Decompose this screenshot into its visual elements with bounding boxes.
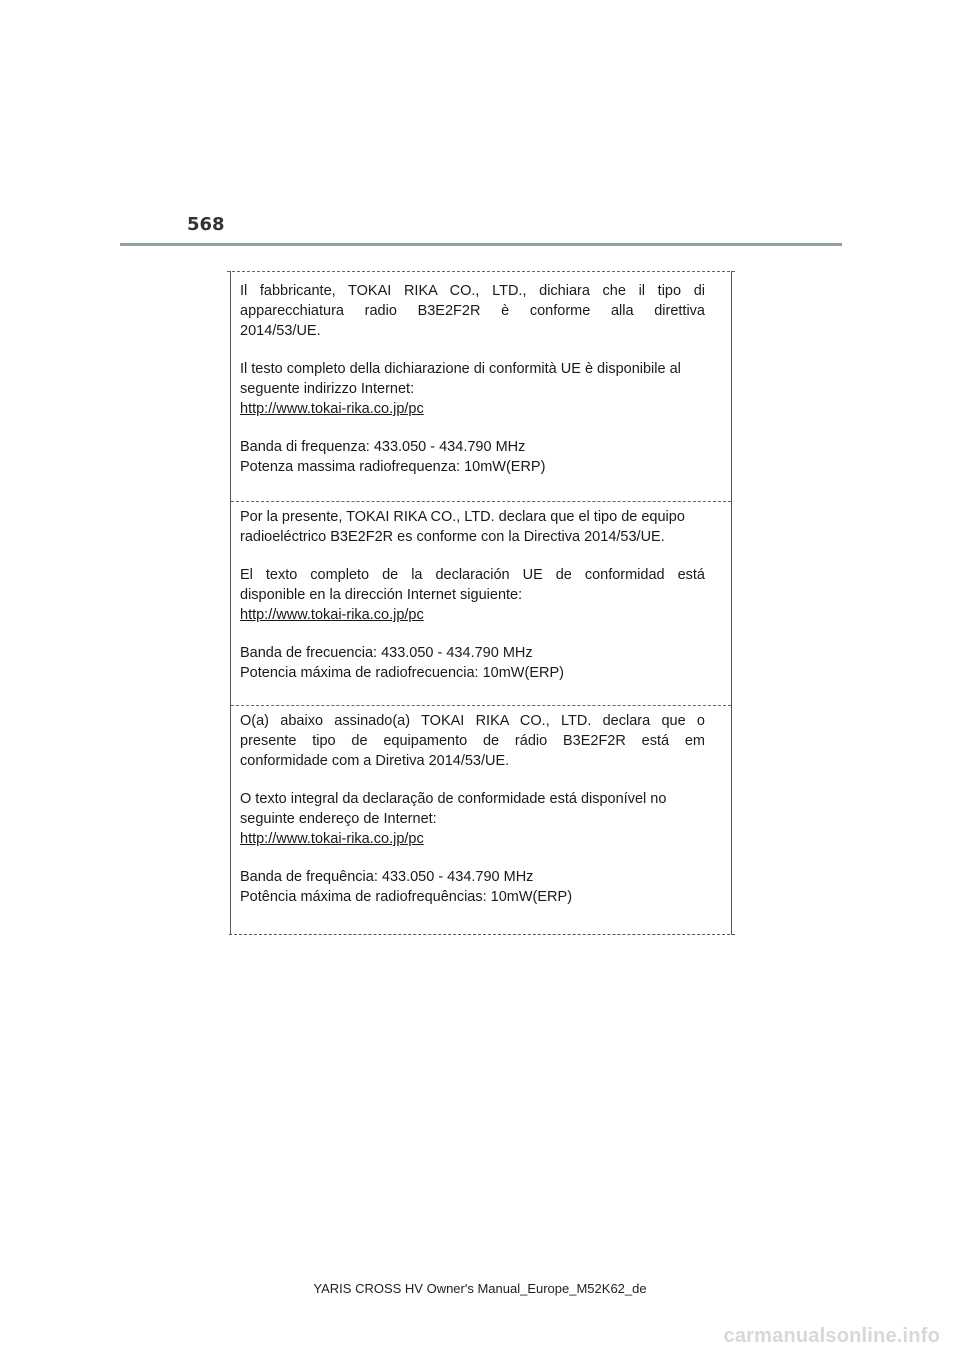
section-divider [231,501,731,502]
page-number: 568 [187,214,225,235]
frequency-band: Banda di frequenza: 433.050 - 434.790 MHz [240,439,526,455]
availability-line: El texto completo de la declaración UE de conformidad está [240,567,705,583]
statement-line: 2014/53/UE. [240,323,321,339]
section-spanish [240,507,705,683]
availability-line: disponible en la dirección Internet siguiente: [240,587,523,603]
section-italian [240,281,705,477]
declaration-box [230,271,732,935]
availability-line: Il testo completo della dichiarazione di conformità UE è disponibile al [240,361,681,377]
max-power: Potência máxima de radiofrequências: 10mW(ERP) [240,889,573,905]
statement-line: O(a) abaixo assinado(a) TOKAI RIKA CO., LTD. declara que o [240,713,705,729]
statement-line: Por la presente, TOKAI RIKA CO., LTD. declara que el tipo de equipo [240,509,685,525]
section-divider [231,705,731,706]
watermark: carmanualsonline.info [723,1325,940,1347]
availability-line: seguente indirizzo Internet: [240,381,415,397]
availability-line: O texto integral da declaração de conformidade está disponível no [240,791,667,807]
statement-line: radioeléctrico B3E2F2R es conforme con la Directiva 2014/53/UE. [240,529,665,545]
header-rule [120,243,842,246]
declaration-url[interactable]: http://www.tokai-rika.co.jp/pc [240,607,424,623]
statement-line: apparecchiatura radio B3E2F2R è conforme alla direttiva [240,303,705,319]
frequency-band: Banda de frecuencia: 433.050 - 434.790 MHz [240,645,533,661]
declaration-url[interactable]: http://www.tokai-rika.co.jp/pc [240,831,424,847]
statement-line: conformidade com a Diretiva 2014/53/UE. [240,753,510,769]
statement-line: presente tipo de equipamento de rádio B3E2F2R está em [240,733,705,749]
footer-text: YARIS CROSS HV Owner's Manual_Europe_M52K62_de [313,1281,647,1296]
frequency-band: Banda de frequência: 433.050 - 434.790 MHz [240,869,534,885]
declaration-url[interactable]: http://www.tokai-rika.co.jp/pc [240,401,424,417]
section-portuguese [240,711,705,907]
availability-line: seguinte endereço de Internet: [240,811,437,827]
max-power: Potenza massima radiofrequenza: 10mW(ERP) [240,459,546,475]
statement-line: Il fabbricante, TOKAI RIKA CO., LTD., dichiara che il tipo di [240,283,705,299]
max-power: Potencia máxima de radiofrecuencia: 10mW(ERP) [240,665,564,681]
